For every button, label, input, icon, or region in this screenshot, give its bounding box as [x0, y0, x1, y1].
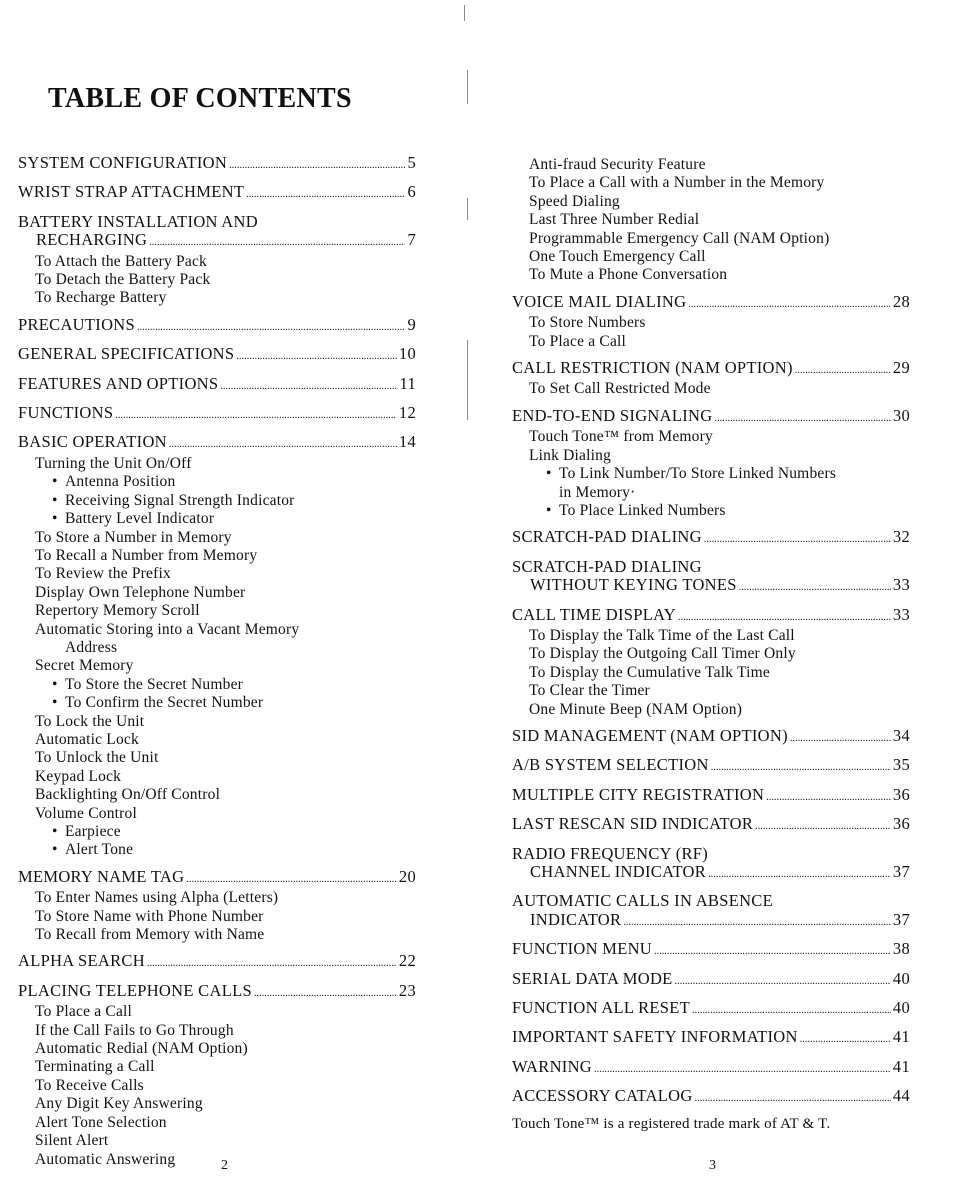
toc-entry-label: IMPORTANT SAFETY INFORMATION [512, 1027, 798, 1047]
toc-subentry-label: To Recall a Number from Memory [35, 546, 258, 564]
toc-subentry [18, 676, 416, 694]
dot-leader [692, 999, 891, 1020]
toc-subentry-label: Silent Alert [35, 1132, 109, 1150]
toc-subentry [18, 602, 416, 620]
toc-subentry-label: Touch Tone™ from Memory [529, 428, 713, 446]
toc-subentry-label: Alert Tone Selection [35, 1113, 167, 1131]
toc-entry-label: CHANNEL INDICATOR [530, 862, 707, 881]
toc-entry [512, 1087, 910, 1108]
toc-page-number: 37 [892, 909, 910, 929]
toc-subentry [512, 465, 910, 483]
toc-subentry [18, 1151, 416, 1169]
toc-page-number: 11 [399, 373, 416, 393]
toc-entry [512, 359, 910, 380]
toc-page-number: 10 [398, 344, 416, 364]
toc-entry [512, 606, 910, 627]
dot-leader [711, 756, 891, 777]
toc-entry [18, 982, 416, 1003]
toc-entry [512, 1058, 910, 1079]
toc-entry-label: ALPHA SEARCH [18, 951, 145, 971]
toc-subentry [18, 1003, 416, 1021]
toc-page-number: 23 [398, 980, 416, 1000]
toc-entry [18, 345, 416, 366]
toc-subentry-label: Backlighting On/Off Control [35, 786, 221, 804]
toc-subentry-label: To Store a Number in Memory [35, 528, 232, 546]
toc-subentry-label: To Place Linked Numbers [559, 501, 726, 519]
toc-entry-label: A/B SYSTEM SELECTION [512, 755, 709, 775]
toc-entry-label: RADIO FREQUENCY (RF) [512, 843, 709, 863]
toc-entry [18, 375, 416, 396]
toc-subentry [18, 749, 416, 767]
toc-entry [18, 154, 416, 175]
dot-leader [149, 231, 405, 252]
toc-page-number: 33 [892, 604, 910, 624]
toc-entry-label: SYSTEM CONFIGURATION [18, 153, 228, 172]
dot-leader [704, 528, 891, 549]
toc-page-number: 41 [892, 1027, 910, 1047]
toc-subentry [18, 1040, 416, 1058]
toc-subentry [18, 731, 416, 749]
toc-subentry [18, 271, 416, 289]
toc-subentry-label: Turning the Unit On/Off [35, 454, 192, 472]
toc-subentry-label: To Store Numbers [529, 314, 646, 332]
toc-entry-label: INDICATOR [530, 909, 622, 929]
toc-subentry-label: To Set Call Restricted Mode [529, 380, 711, 398]
bullet-icon: • [52, 823, 58, 840]
toc-subentry-label: To Link Number/To Store Linked Numbers [559, 465, 837, 483]
dot-leader [137, 316, 405, 337]
toc-subentry [18, 1132, 416, 1150]
toc-subentry [18, 639, 416, 657]
toc-subentry-label: To Clear the Timer [529, 682, 650, 700]
dot-leader [739, 576, 891, 597]
toc-page-number: 7 [407, 230, 416, 250]
toc-subentry [18, 1114, 416, 1132]
toc-entry-label: END-TO-END SIGNALING [512, 405, 713, 425]
toc-entry [512, 892, 910, 910]
toc-subentry [512, 230, 910, 248]
page-number: 2 [221, 1158, 228, 1173]
toc-entry [512, 911, 910, 932]
toc-subentry-label: To Attach the Battery Pack [35, 252, 207, 270]
toc-page-number: 36 [892, 814, 910, 834]
toc-entry-label: WRIST STRAP ATTACHMENT [18, 182, 245, 202]
toc-subentry [18, 786, 416, 804]
toc-subentry [512, 193, 910, 211]
toc-subentry [512, 248, 910, 266]
toc-subentry-label: To Receive Calls [35, 1076, 144, 1094]
toc-subentry [18, 805, 416, 823]
toc-subentry-label: One Minute Beep (NAM Option) [529, 700, 743, 718]
toc-subentry-label: Automatic Answering [35, 1150, 176, 1168]
toc-entry-label: CALL RESTRICTION (NAM OPTION) [512, 358, 793, 378]
toc-subentry [512, 174, 910, 192]
dot-leader [623, 911, 891, 932]
toc-entry-label: WITHOUT KEYING TONES [530, 575, 737, 595]
toc-subentry [18, 889, 416, 907]
dot-leader [236, 345, 397, 366]
toc-entry [512, 845, 910, 863]
toc-page-number: 40 [892, 968, 910, 988]
toc-subentry-label: Alert Tone [65, 841, 134, 859]
toc-subentry-label: Terminating a Call [35, 1058, 155, 1076]
toc-entry [512, 970, 910, 991]
toc-subentry [18, 253, 416, 271]
toc-subentry [18, 621, 416, 639]
toc-subentry [18, 908, 416, 926]
toc-subentry [18, 547, 416, 565]
toc-subentry-label: To Enter Names using Alpha (Letters) [35, 889, 279, 907]
dot-leader [186, 868, 397, 889]
dot-leader [766, 786, 891, 807]
toc-subentry-label: To Place a Call [35, 1003, 133, 1021]
toc-entry-label: RECHARGING [36, 230, 148, 250]
dot-leader [246, 183, 405, 204]
toc-entry-label: SCRATCH-PAD DIALING [512, 556, 702, 576]
toc-entry [18, 868, 416, 889]
toc-subentry [512, 664, 910, 682]
toc-entry [512, 786, 910, 807]
toc-entry-label: SCRATCH-PAD DIALING [512, 527, 702, 547]
toc-entry-label: AUTOMATIC CALLS IN ABSENCE [512, 891, 773, 911]
bullet-icon: • [52, 841, 58, 859]
toc-entry [512, 756, 910, 777]
toc-entry-label: VOICE MAIL DIALING [512, 291, 687, 311]
toc-subentry-label: Battery Level Indicator [65, 510, 215, 528]
dot-leader [688, 293, 891, 314]
toc-subentry-label: Volume Control [35, 804, 137, 822]
toc-subentry-label: To Display the Outgoing Call Timer Only [529, 645, 796, 663]
toc-page-number: 35 [892, 755, 910, 775]
toc-entry [512, 1028, 910, 1049]
toc-subentry-label: To Place a Call with a Number in the Memory [529, 174, 825, 192]
toc-subentry-label: To Mute a Phone Conversation [529, 266, 728, 284]
toc-entry [18, 316, 416, 337]
toc-entry-label: LAST RESCAN SID INDICATOR [512, 814, 754, 834]
toc-entry-label: GENERAL SPECIFICATIONS [18, 344, 235, 364]
dot-leader [115, 404, 397, 425]
toc-entry [512, 558, 910, 576]
bullet-icon: • [52, 491, 58, 509]
toc-page-number: 20 [398, 866, 416, 886]
toc-entry-label: CALL TIME DISPLAY [512, 604, 677, 624]
toc-subentry [18, 565, 416, 583]
toc-subentry-label: in Memory· [559, 483, 636, 501]
toc-subentry [512, 645, 910, 663]
toc-subentry-label: Programmable Emergency Call (NAM Option) [529, 229, 830, 247]
toc-list [512, 156, 910, 1109]
toc-entry-label: PLACING TELEPHONE CALLS [18, 980, 252, 1000]
toc-subentry [18, 473, 416, 491]
toc-subentry [18, 768, 416, 786]
toc-page-number: 12 [398, 403, 416, 423]
toc-subentry [18, 713, 416, 731]
toc-subentry-label: Automatic Redial (NAM Option) [35, 1040, 248, 1058]
footnote: Touch Tone™ is a registered trade mark of AT & T. [512, 1116, 831, 1132]
toc-entry-label: WARNING [512, 1056, 593, 1076]
toc-subentry [512, 333, 910, 351]
toc-page-number: 32 [892, 527, 910, 547]
toc-subentry [512, 502, 910, 520]
toc-subentry-label: Anti-fraud Security Feature [529, 156, 706, 173]
toc-entry [512, 293, 910, 314]
toc-entry-label: BATTERY INSTALLATION AND [18, 211, 258, 231]
toc-entry-label: FUNCTION ALL RESET [512, 998, 691, 1018]
dot-leader [795, 359, 891, 380]
toc-subentry-label: To Store the Secret Number [65, 675, 244, 693]
toc-subentry-label: Last Three Number Redial [529, 211, 700, 229]
toc-subentry-label: Link Dialing [529, 446, 612, 464]
toc-subentry [18, 657, 416, 675]
toc-subentry-label: Any Digit Key Answering [35, 1095, 203, 1113]
toc-entry-label: MULTIPLE CITY REGISTRATION [512, 784, 765, 804]
toc-subentry-label: Repertory Memory Scroll [35, 602, 200, 620]
toc-subentry [512, 380, 910, 398]
toc-subentry-label: Address [65, 638, 118, 656]
toc-subentry [18, 1022, 416, 1040]
toc-subentry [512, 447, 910, 465]
toc-subentry-label: To Store Name with Phone Number [35, 907, 264, 925]
right-page [477, 0, 954, 1184]
toc-subentry [512, 428, 910, 446]
toc-subentry [512, 682, 910, 700]
bullet-icon: • [52, 510, 58, 528]
toc-page-number: 5 [407, 153, 416, 172]
dot-leader [654, 940, 891, 961]
dot-leader [678, 606, 891, 627]
toc-page-number: 41 [892, 1056, 910, 1076]
toc-entry [512, 815, 910, 836]
toc-subentry [18, 492, 416, 510]
toc-subentry-label: To Place a Call [529, 332, 627, 350]
bullet-icon: • [546, 501, 552, 519]
toc-subentry [512, 314, 910, 332]
page-number: 3 [709, 1158, 716, 1173]
toc-page-number: 6 [407, 182, 416, 202]
toc-subentry [18, 694, 416, 712]
toc-subentry [512, 484, 910, 502]
toc-page-number: 44 [892, 1086, 910, 1106]
toc-subentry-label: Receiving Signal Strength Indicator [65, 491, 295, 509]
toc-entry-label: FEATURES AND OPTIONS [18, 373, 219, 393]
dot-leader [147, 952, 397, 973]
toc-entry-label: SERIAL DATA MODE [512, 968, 673, 988]
toc-subentry [18, 510, 416, 528]
dot-leader [695, 1087, 891, 1108]
dot-leader [755, 815, 891, 836]
bullet-icon: • [52, 473, 58, 491]
dot-leader [790, 727, 891, 748]
toc-page-number: 14 [398, 432, 416, 452]
toc-subentry-label: Automatic Lock [35, 730, 139, 748]
toc-page-number: 40 [892, 998, 910, 1018]
toc-entry-label: FUNCTION MENU [512, 939, 653, 959]
toc-subentry [512, 156, 910, 174]
dot-leader [594, 1058, 891, 1079]
toc-page-number: 9 [407, 314, 416, 334]
toc-entry [18, 433, 416, 454]
toc-entry-label: BASIC OPERATION [18, 432, 167, 452]
toc-subentry-label: Earpiece [65, 823, 121, 840]
toc-entry [512, 940, 910, 961]
toc-entry [512, 528, 910, 549]
toc-subentry-label: To Recharge Battery [35, 289, 167, 307]
toc-subentry-label: To Confirm the Secret Number [65, 694, 264, 712]
toc-subentry-label: Speed Dialing [529, 192, 620, 210]
bullet-icon: • [546, 465, 552, 483]
toc-entry-label: ACCESSORY CATALOG [512, 1086, 693, 1106]
toc-subentry [18, 823, 416, 841]
toc-subentry [18, 289, 416, 307]
toc-entry [18, 231, 416, 252]
toc-subentry-label: Display Own Telephone Number [35, 583, 246, 601]
toc-page-number: 22 [398, 951, 416, 971]
toc-entry-label: FUNCTIONS [18, 403, 114, 423]
toc-entry-label: MEMORY NAME TAG [18, 866, 185, 886]
toc-subentry [18, 1095, 416, 1113]
toc-subentry-label: One Touch Emergency Call [529, 248, 706, 266]
toc-subentry [18, 1058, 416, 1076]
toc-subentry [18, 926, 416, 944]
toc-page-number: 33 [892, 575, 910, 595]
toc-entry [18, 183, 416, 204]
toc-subentry-label: To Display the Cumulative Talk Time [529, 663, 770, 681]
toc-subentry-label: Keypad Lock [35, 767, 122, 785]
toc-page-number: 36 [892, 784, 910, 804]
toc-list [18, 154, 416, 1169]
toc-page-number: 30 [892, 405, 910, 425]
bullet-icon: • [52, 675, 58, 693]
toc-entry-label: PRECAUTIONS [18, 314, 135, 334]
toc-entry [512, 999, 910, 1020]
toc-subentry [512, 266, 910, 284]
toc-entry [18, 404, 416, 425]
toc-subentry [512, 211, 910, 229]
toc-subentry-label: To Display the Talk Time of the Last Call [529, 626, 795, 644]
toc-subentry-label: Antenna Position [65, 473, 176, 491]
toc-entry [512, 407, 910, 428]
toc-page-number: 29 [892, 358, 910, 378]
toc-subentry-label: To Recall from Memory with Name [35, 926, 265, 944]
toc-subentry [18, 529, 416, 547]
toc-subentry-label: To Unlock the Unit [35, 749, 159, 767]
toc-subentry [512, 701, 910, 719]
toc-subentry-label: To Lock the Unit [35, 712, 145, 730]
toc-page-number: 34 [892, 725, 910, 745]
toc-subentry [512, 627, 910, 645]
dot-leader [800, 1028, 891, 1049]
dot-leader [714, 407, 890, 428]
dot-leader [254, 982, 397, 1003]
dot-leader [169, 433, 397, 454]
toc-entry [18, 952, 416, 973]
toc-subentry-label: Automatic Storing into a Vacant Memory [35, 620, 300, 638]
toc-page-number: 37 [892, 862, 910, 881]
toc-page-number: 38 [892, 939, 910, 959]
dot-leader [220, 375, 397, 396]
toc-subentry [18, 584, 416, 602]
toc-subentry [18, 1077, 416, 1095]
toc-entry [18, 213, 416, 231]
toc-page-number: 28 [892, 291, 910, 311]
toc-subentry [18, 841, 416, 859]
dot-leader [708, 863, 891, 884]
toc-subentry-label: Secret Memory [35, 657, 134, 675]
toc-subentry-label: To Detach the Battery Pack [35, 271, 211, 289]
dot-leader [675, 970, 891, 991]
toc-subentry-label: To Review the Prefix [35, 565, 171, 583]
toc-subentry-label: If the Call Fails to Go Through [35, 1021, 234, 1039]
toc-entry-label: SID MANAGEMENT (NAM OPTION) [512, 725, 788, 745]
toc-subentry [18, 455, 416, 473]
dot-leader [229, 154, 405, 175]
page-title: TABLE OF CONTENTS [48, 83, 352, 114]
toc-entry [512, 576, 910, 597]
toc-entry [512, 863, 910, 884]
toc-entry [512, 727, 910, 748]
bullet-icon: • [52, 694, 58, 712]
